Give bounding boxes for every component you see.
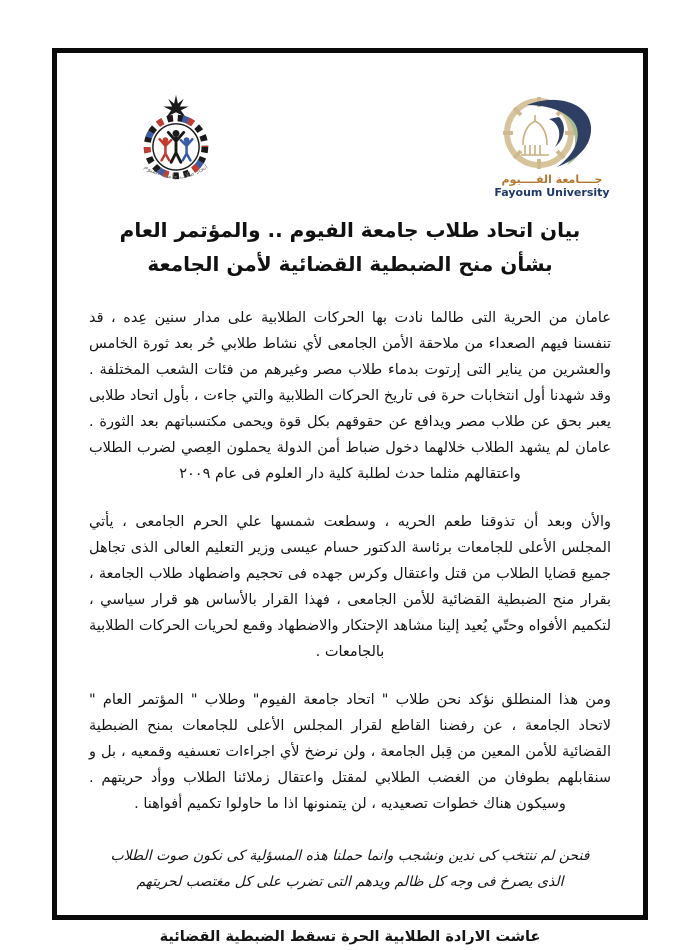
statement-title: بيان اتحاد طلاب جامعة الفيوم .. والمؤتمر العام بشأن منح الضبطية القضائية لأمن الجامعة [119, 218, 581, 276]
paragraph-3: ومن هذا المنطلق نؤكد نحن طلاب " اتحاد جامعة الفيوم" وطلاب " المؤتمر العام " لاتحاد الجامعة ، عن رفضنا القاطع لقرار المجلس الأعلى للجامعات بمنح الضبطية القضائية للأمن المعين من قِبل الجامعة ، ولن نرضخ لأي اجراءات تعسفيه وقمعيه ، بل و سنقابلهم بطوفان من الغضب الطلابي لمقتل واعتقال زملائنا الطلاب ووأد حريتهم . وسيكون هناك خطوات تصعيديه ، لن يتمنونها اذا ما حاولوا تكميم أفواهنا . [89, 692, 611, 812]
university-name-arabic: جــــامعة الفــــيوم [501, 173, 603, 186]
paragraph-4-emphasis: فنحن لم ننتخب كى ندين ونشجب وانما حملنا هذه المسؤلية كى نكون صوت الطلاب الذى يصرخ فى وجه كل ظالم ويدهم التى تضرب على كل مغتصب لحريتهم [110, 848, 590, 890]
union-banner-text: اتحاد طلاب جامعة الفيوم [142, 162, 210, 181]
paragraph-2: والأن وبعد أن تذوقنا طعم الحريه ، وسطعت شمسها علي الحرم الجامعى ، يأتي المجلس الأعلى للجامعات برئاسة الدكتور حسام عيسى وزير التعليم العالى الذى تجاهل جميع قضايا الطلاب من قتل واعتقال وكرس جهده فى تحجيم واضطهاد طلاب الجامعة ، بقرار منح الضبطية القضائية للأمن الجامعى ، فهذا القرار بالأساس هو قرار سياسي ، لتكميم الأفواه وحتّي يُعيد إلينا مشاهد الإحتكار والاضطهاد وقمع لحريات الحركات الطلابية بالجامعات . [89, 514, 611, 660]
document-border-frame [52, 48, 648, 945]
paragraph-1: عامان من الحرية التى طالما نادت بها الحركات الطلابية على مدار سنين عِده ، قد تنفسنا فيهم الصعداء من ملاحقة الأمن الجامعى لأي نشاط طلابي حُر بعد ثورة الخامس والعشرين من يناير التى إرتوت بدماء طلاب مصر وغيرهم من فئات الشعب المختلفة . وقد شهدنا أول انتخابات حرة فى تاريخ الحركات الطلابية والتي جاءت ، بأول اتحاد طلابى يعبر بحق عن طلاب مصر ويدافع عن حقوقهم بكل قوة ويحمى مكتسباتهم بعد الثورة . عامان لم يشهد الطلاب خلالهما دخول ضباط أمن الدولة يحملون العِصي لضرب الطلاب واعتقالهم مثلما حدث لطلبة كلية دار العلوم فى عام ٢٠٠٩ [89, 310, 611, 482]
fayoum-university-emblem-icon [493, 93, 611, 171]
university-name-english: Fayoum University [494, 186, 610, 199]
document-body [57, 53, 643, 945]
students-union-logo [123, 93, 229, 195]
fayoum-university-logo [493, 93, 611, 199]
header-logos [81, 93, 619, 199]
students-union-emblem-icon [123, 93, 229, 195]
closing-slogan: عاشت الارادة الطلابية الحرة تسقط الضبطية القضائية [159, 929, 541, 945]
